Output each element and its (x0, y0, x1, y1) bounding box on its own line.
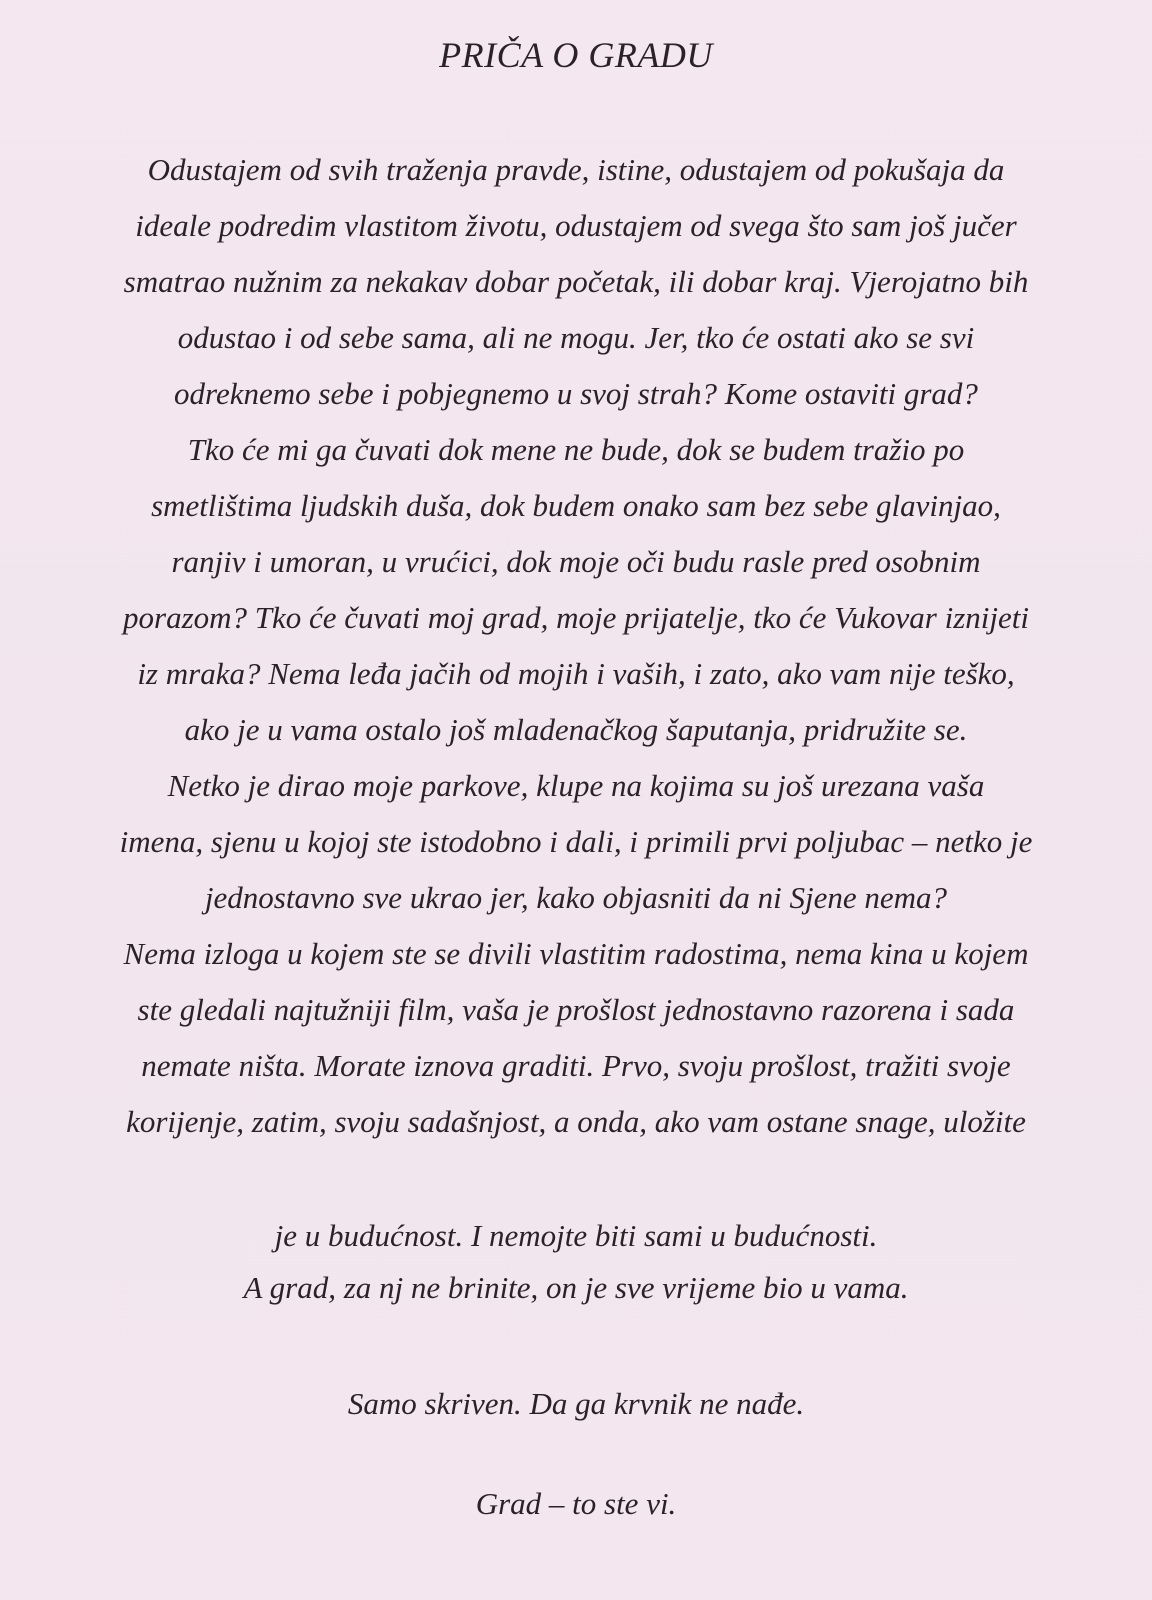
body-line: odreknemo sebe i pobjegnemo u svoj strah? Kome ostaviti grad? (174, 376, 978, 411)
body-line: ranjiv i umoran, u vrućici, dok moje oči budu rasle pred osobnim (171, 544, 981, 579)
document-title: PRIČA O GRADU (439, 35, 713, 75)
closing-line: A grad, za nj ne brinite, on je sve vrijeme bio u vama. (243, 1270, 909, 1305)
body-line: odustao i od sebe sama, ali ne mogu. Jer, tko će ostati ako se svi (177, 320, 975, 355)
body-line: jednostavno sve ukrao jer, kako objasniti da ni Sjene nema? (204, 880, 948, 915)
body-line: smetlištima ljudskih duša, dok budem onako sam bez sebe glavinjao, (151, 488, 1001, 523)
body-line: Nema izloga u kojem ste se divili vlastitim radostima, nema kina u kojem (123, 936, 1029, 971)
body-line: nemate ništa. Morate iznova graditi. Prvo, svoju prošlost, tražiti svoje (141, 1048, 1011, 1083)
closing-line: Samo skriven. Da ga krvnik ne nađe. (347, 1386, 805, 1421)
body-line: smatrao nužnim za nekakav dobar početak, ili dobar kraj. Vjerojatno bih (123, 264, 1029, 299)
body-line: ideale podredim vlastitom životu, odustajem od svega što sam još jučer (135, 208, 1017, 243)
body-line: imena, sjenu u kojoj ste istodobno i dali, i primili prvi poljubac – netko je (119, 824, 1033, 859)
body-line: korijenje, zatim, svoju sadašnjost, a onda, ako vam ostane snage, uložite (126, 1104, 1026, 1139)
body-line: porazom? Tko će čuvati moj grad, moje prijatelje, tko će Vukovar iznijeti (123, 600, 1029, 635)
body-line: iz mraka? Nema leđa jačih od mojih i vaših, i zato, ako vam nije teško, (137, 656, 1015, 691)
body-line: Tko će mi ga čuvati dok mene ne bude, dok se budem tražio po (187, 432, 965, 467)
body-line: ako je u vama ostalo još mladenačkog šaputanja, pridružite se. (184, 712, 968, 747)
body-line: Netko je dirao moje parkove, klupe na kojima su još urezana vaša (167, 768, 985, 803)
body-line: ste gledali najtužniji film, vaša je prošlost jednostavno razorena i sada (137, 992, 1015, 1027)
closing-line: je u budućnost. I nemojte biti sami u budućnosti. (274, 1218, 878, 1253)
body-line: Odustajem od svih traženja pravde, istine, odustajem od pokušaja da (147, 152, 1005, 187)
closing-line: Grad – to ste vi. (475, 1486, 677, 1521)
